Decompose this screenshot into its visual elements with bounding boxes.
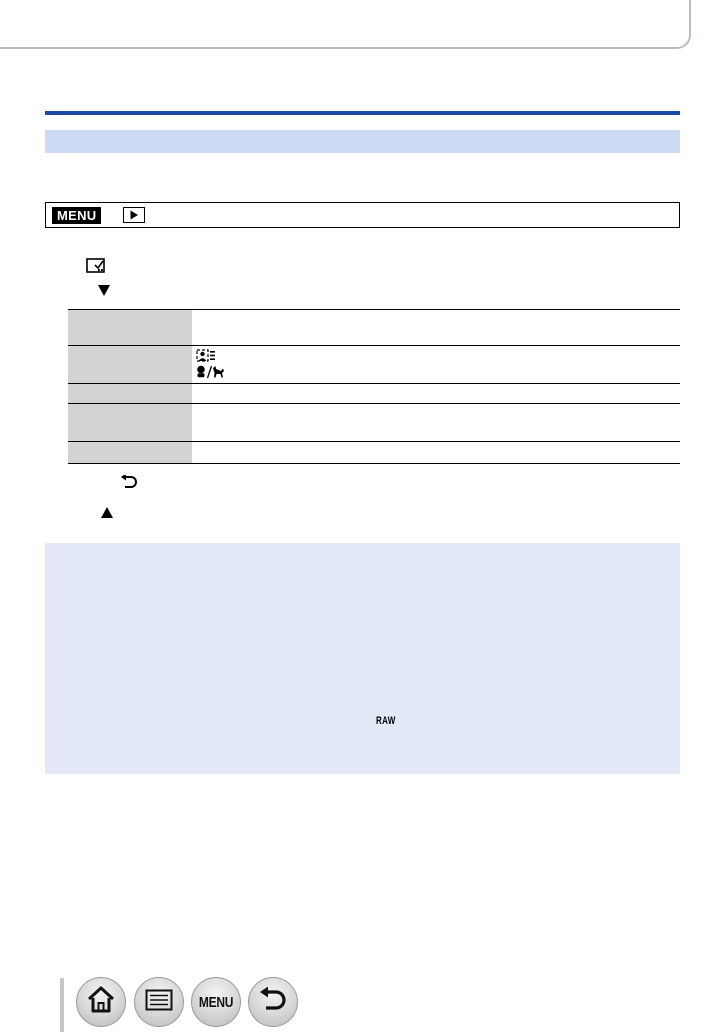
table-row bbox=[68, 384, 680, 404]
table-row-label bbox=[68, 384, 192, 403]
back-button[interactable] bbox=[248, 977, 298, 1027]
page-header-frame bbox=[0, 0, 691, 49]
menu-path-bar bbox=[45, 202, 680, 228]
table-row-label bbox=[68, 404, 192, 441]
table-row-label bbox=[68, 442, 192, 463]
table-row-cell bbox=[192, 442, 680, 463]
menu-button-label: MENU bbox=[198, 993, 234, 1011]
contents-button[interactable] bbox=[134, 977, 184, 1027]
table-row-cell bbox=[192, 346, 680, 383]
footer-divider bbox=[60, 978, 64, 1032]
home-button[interactable] bbox=[76, 977, 126, 1027]
table-row bbox=[68, 442, 680, 464]
table-row-cell bbox=[192, 384, 680, 403]
table-row bbox=[68, 404, 680, 442]
section-band bbox=[45, 130, 680, 153]
options-table bbox=[68, 309, 680, 465]
baby-pet-icon bbox=[195, 365, 225, 384]
home-icon bbox=[86, 986, 116, 1019]
back-icon bbox=[120, 475, 138, 494]
table-row bbox=[68, 309, 680, 346]
table-row-cell bbox=[192, 310, 680, 345]
up-arrow-icon bbox=[101, 505, 113, 523]
down-arrow-icon bbox=[98, 283, 110, 301]
notes-box bbox=[45, 543, 680, 774]
return-icon bbox=[258, 987, 288, 1018]
playback-menu-icon bbox=[123, 207, 145, 223]
table-row-label bbox=[68, 310, 192, 345]
rating-setting-icon bbox=[86, 257, 108, 280]
heading-rule bbox=[45, 111, 680, 115]
menu-badge: MENU bbox=[52, 207, 101, 224]
list-icon bbox=[145, 989, 173, 1016]
table-row bbox=[68, 346, 680, 384]
menu-button[interactable] bbox=[191, 977, 241, 1027]
table-row-label bbox=[68, 346, 192, 383]
table-row-cell bbox=[192, 404, 680, 441]
raw-format-icon: RAW bbox=[376, 714, 396, 727]
